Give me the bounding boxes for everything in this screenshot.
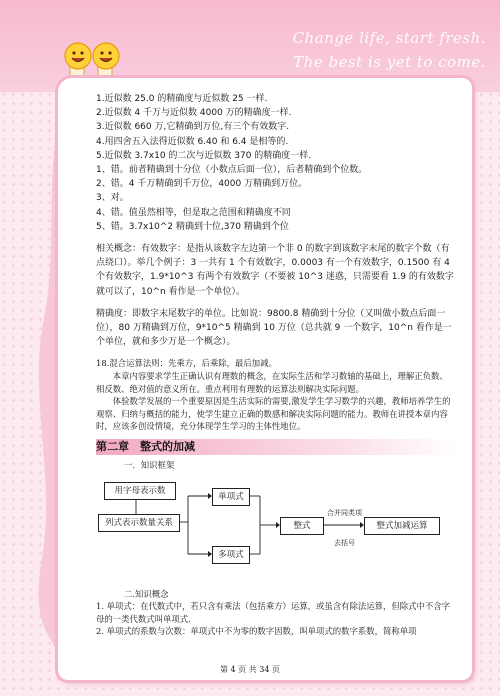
page-content <box>96 92 456 638</box>
list-item: 5、错。3.7x10^2 精确到十位,370 精确到个位 <box>96 221 289 232</box>
slogan-line-2: The best is yet to come. <box>293 53 486 71</box>
chapter-intro-paragraph: 本章内容要求学生正确认识有理数的概念，在实际生活和学习数轴的基础上，理解正负数、相反数、绝对值的意义所在。重点利用有理数的运算法则解决实际问题。 <box>96 371 448 394</box>
list-item: 5.近似数 3.7x10 的二次与近似数 370 的精确度一样. <box>96 150 312 161</box>
concept-heading: 二.知识概念 <box>124 588 169 599</box>
teaching-paragraph: 体验数学发展的一个重要原因是生活实际的需要,激发学生学习数学的兴趣，教师培养学生的观察、归纳与概括的能力，使学生建立正确的数感和解决实际问题的能力。教师在讲授本章内容时，应该多创设情境，充分体现学生学习的主体性地位。 <box>96 396 451 432</box>
chapter-title: 第二章 整式的加减 <box>96 439 456 455</box>
list-item: 4.用四舍五入法得近似数 6.40 和 6.4 是相等的. <box>96 136 289 147</box>
precision-paragraph: 精确度：即数字末尾数字的单位。比如说：9800.8 精确到十分位（又叫做小数点后面一位），80 万精确到万位，9*10^5 精确到 10 万位（总共就 9 一个数字，10^n 看作是一个单位，就和多少万是一个概念）。 <box>96 308 452 348</box>
exercise-list <box>96 92 456 234</box>
page-footer: 第 4 页 共 34 页 <box>220 665 280 674</box>
list-item: 2.近似数 4 千万与近似数 4000 万的精确度一样. <box>96 108 292 119</box>
label-remove-brackets: 去括号 <box>334 538 355 547</box>
list-item: 2、错。4 千万精确到千万位，4000 万精确到万位。 <box>96 179 308 190</box>
box-quantity-relations: 列式表示数量关系 <box>98 514 180 532</box>
list-item: 4、错。值虽然相等，但是取之范围和精确度不同 <box>96 207 291 218</box>
list-item: 3.近似数 660 万,它精确到万位,有三个有效数字. <box>96 122 290 133</box>
label-combine-like-terms: 合并同类项 <box>327 508 362 517</box>
list-item: 1.近似数 25.0 的精确度与近似数 25 一样. <box>96 94 268 104</box>
framework-heading: 一．知识框架 <box>124 460 175 471</box>
list-item: 3、对。 <box>96 193 129 204</box>
slogan-line-1: Change life, start fresh. <box>292 29 486 47</box>
knowledge-framework-diagram <box>96 478 456 588</box>
box-integral-expression: 整式 <box>280 517 324 535</box>
box-polynomial: 多项式 <box>212 546 250 564</box>
box-letters-as-numbers: 用字母表示数 <box>104 482 176 500</box>
box-monomial: 单项式 <box>212 488 250 506</box>
list-item: 1、错。前者精确到十分位（小数点后面一位），后者精确到个位数。 <box>96 165 368 176</box>
header-slogan <box>293 26 486 74</box>
significant-figures-paragraph: 相关概念：有效数字：是指从该数字左边第一个非 0 的数字到该数字末尾的数字个数（有点绕口）。举几个例子：3 一共有 1 个有效数字，0.0003 有一个有效数字，0.1500 有 4 个有效数字，1.9*10^3 有两个有效数字（不要被 10^3 迷惑，只需要看 1.9 的有效数字就可以了，10^n 看作是一个单位）。 <box>96 244 454 297</box>
rule-18-paragraph: 18.混合运算法则：先乘方，后乘除，最后加减。 <box>96 358 277 369</box>
concept-1: 1. 单项式：在代数式中，若只含有乘法（包括乘方）运算，或虽含有除法运算，但除式中不含字母的一类代数式叫单项式. <box>96 601 451 624</box>
concept-2: 2. 单项式的系数与次数：单项式中不为零的数字因数，叫单项式的数字系数，简称单项 <box>96 626 417 637</box>
box-add-subtract-operations: 整式加减运算 <box>364 517 440 535</box>
